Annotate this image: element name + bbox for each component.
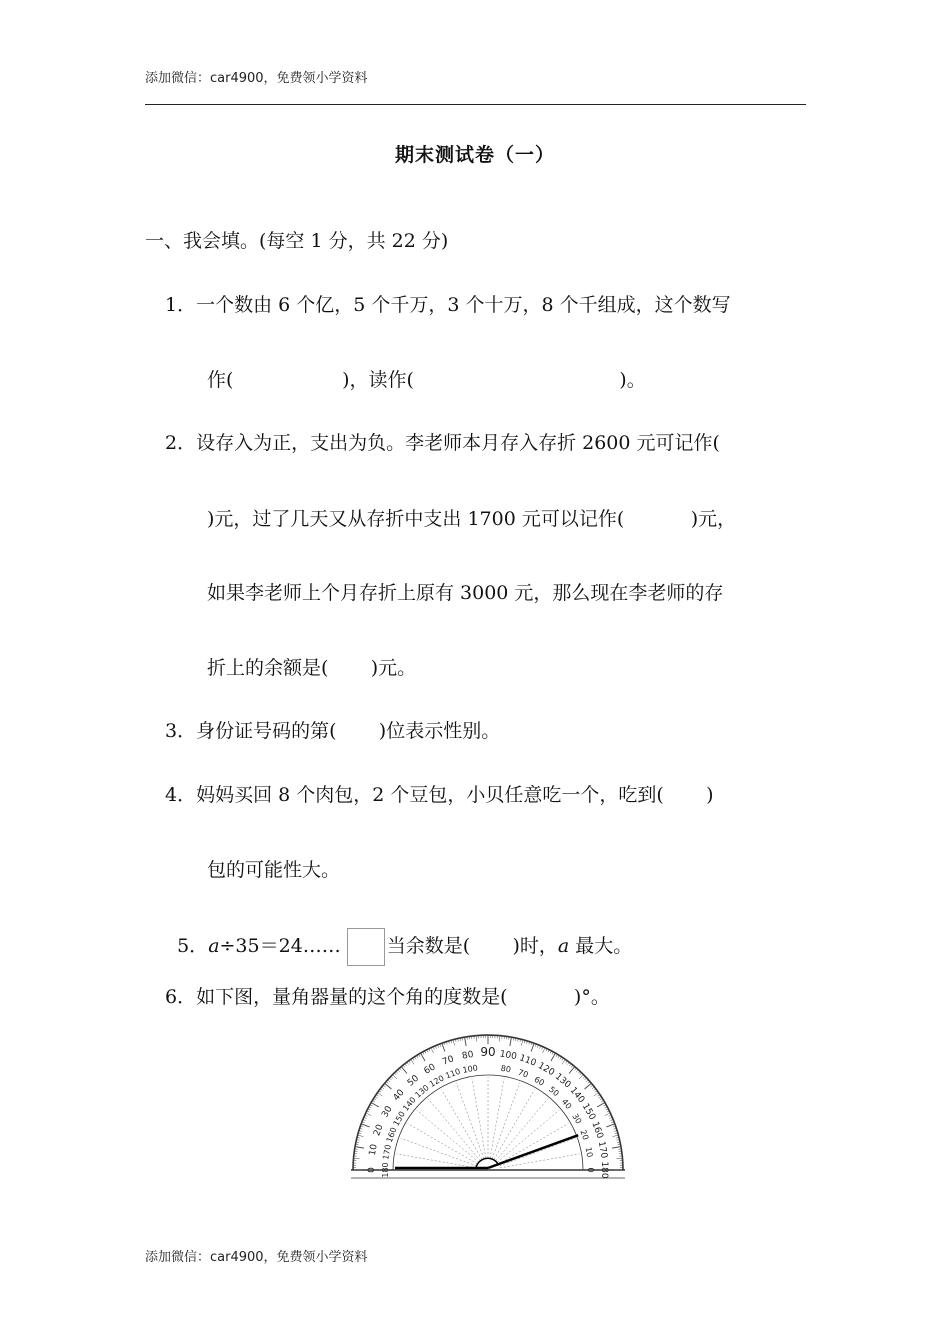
protractor-outer-label: 70 — [441, 1054, 456, 1068]
protractor-tick — [578, 1071, 580, 1073]
protractor-guide-line — [401, 1138, 477, 1166]
header-note: 添加微信：car4900，免费领小学资料 — [145, 71, 368, 86]
protractor-tick — [421, 1053, 426, 1061]
protractor-tick — [580, 1073, 582, 1075]
protractor-tick — [385, 1083, 392, 1089]
q5-variable: a — [208, 935, 220, 957]
protractor-tick — [453, 1040, 455, 1046]
protractor-tick — [407, 1062, 409, 1064]
protractor-tick — [388, 1080, 390, 1082]
protractor-tick — [510, 1037, 512, 1046]
protractor-tick — [358, 1135, 364, 1137]
protractor-tick — [380, 1089, 382, 1091]
protractor-tick — [396, 1071, 398, 1073]
protractor-guide-line — [492, 1083, 520, 1159]
protractor-guide-line — [494, 1089, 535, 1159]
header-rule — [145, 104, 806, 105]
q4-line1: 4．妈妈买回 8 个肉包，2 个豆包，小贝任意吃一个，吃到( ) — [165, 784, 714, 806]
protractor-guide-line — [396, 1154, 476, 1168]
protractor-inner-label: 180 — [381, 1162, 390, 1178]
q5-tail: 最大。 — [569, 935, 633, 957]
q5-condition: 当余数是( )时， — [386, 935, 558, 957]
protractor-tick — [613, 1135, 619, 1137]
protractor-inner-label: 0 — [586, 1167, 595, 1173]
angle-arm-ray — [488, 1135, 578, 1168]
protractor-outer-label: 130 — [552, 1071, 573, 1091]
q5-number: 5． — [177, 935, 209, 957]
protractor-tick — [411, 1059, 414, 1064]
protractor-inner-label: 150 — [391, 1109, 407, 1128]
protractor-tick — [585, 1078, 587, 1080]
protractor-outer-label: 180 — [599, 1161, 609, 1179]
protractor-tick — [594, 1093, 599, 1096]
q1-line1: 1．一个数由 6 个亿，5 个千万，3 个十万，8 个千组成，这个数写 — [165, 294, 731, 316]
protractor-outer-label: 150 — [579, 1102, 598, 1122]
protractor-tick — [543, 1048, 546, 1053]
protractor-tick — [354, 1158, 360, 1159]
protractor-guide-line — [407, 1124, 477, 1165]
protractor-tick — [569, 1067, 575, 1074]
protractor-tick — [576, 1070, 578, 1072]
protractor-tick — [531, 1043, 534, 1051]
q5-expression: ÷35＝24…… — [219, 935, 341, 957]
protractor-inner-label: 170 — [381, 1143, 393, 1161]
protractor-tick — [585, 1083, 592, 1089]
q6-line1: 6．如下图，量角器量的这个角的度数是( )°。 — [165, 986, 610, 1008]
protractor-outer-label: 160 — [589, 1120, 605, 1141]
protractor-tick — [442, 1043, 445, 1051]
protractor-inner-label: 80 — [500, 1063, 512, 1075]
protractor-tick — [595, 1091, 597, 1093]
protractor-tick — [605, 1113, 610, 1116]
protractor-figure — [348, 1028, 628, 1184]
q2-line3: 如果李老师上个月存折上原有 3000 元，那么现在李老师的存 — [207, 582, 724, 604]
protractor-tick — [562, 1059, 565, 1064]
protractor-tick — [586, 1080, 588, 1082]
protractor-tick — [521, 1040, 523, 1046]
q2-line1: 2．设存入为正，支出为负。李老师本月存入存折 2600 元可记作( — [165, 432, 720, 454]
protractor-tick — [593, 1089, 595, 1091]
q5-variable-2: a — [557, 935, 570, 957]
protractor-tick — [377, 1093, 382, 1096]
q1-line2: 作( )，读作( )。 — [207, 369, 646, 391]
protractor-outer-label: 110 — [517, 1053, 538, 1069]
protractor-tick — [591, 1085, 593, 1087]
protractor-inner-label: 20 — [578, 1128, 591, 1142]
protractor-tick — [551, 1053, 556, 1061]
protractor-outer-label: 170 — [595, 1140, 609, 1160]
protractor-tick — [361, 1124, 369, 1127]
protractor-tick — [569, 1064, 571, 1066]
protractor-tick — [465, 1037, 467, 1046]
protractor-guide-line — [472, 1078, 486, 1158]
protractor-guide-line — [499, 1138, 575, 1166]
q4-line2: 包的可能性大。 — [207, 859, 341, 881]
q2-line4: 折上的余额是( )元。 — [207, 657, 417, 679]
protractor-outer-label: 30 — [380, 1104, 395, 1120]
protractor-inner-label: 130 — [413, 1083, 431, 1100]
protractor-outer-label: 80 — [461, 1049, 475, 1062]
protractor-tick — [379, 1091, 381, 1093]
protractor-inner-label: 120 — [427, 1073, 446, 1089]
protractor-outer-label: 60 — [422, 1062, 438, 1077]
protractor-outer-label: 120 — [536, 1060, 556, 1079]
protractor-outer-label: 100 — [498, 1049, 518, 1063]
protractor-outer-label: 20 — [372, 1123, 386, 1138]
q5-line — [165, 906, 632, 966]
protractor-tick — [383, 1085, 385, 1087]
protractor-outer-label: 50 — [405, 1073, 422, 1089]
protractor-outer-label: 140 — [567, 1085, 587, 1106]
protractor-tick — [389, 1078, 391, 1080]
protractor-tick — [431, 1048, 434, 1053]
protractor-tick — [409, 1061, 411, 1063]
protractor-inner-label: 140 — [401, 1095, 418, 1113]
protractor-tick — [398, 1070, 400, 1072]
protractor-inner-label: 70 — [516, 1067, 530, 1080]
protractor-guide-line — [417, 1110, 479, 1162]
protractor-tick — [617, 1158, 623, 1159]
protractor-tick — [399, 1068, 401, 1070]
protractor-tick — [403, 1065, 405, 1067]
q3-line1: 3．身份证号码的第( )位表示性别。 — [165, 720, 501, 742]
protractor-outer-label: 90 — [480, 1045, 496, 1059]
protractor-tick — [567, 1062, 569, 1064]
protractor-tick — [394, 1073, 396, 1075]
protractor-inner-label: 100 — [461, 1063, 479, 1075]
protractor-tick — [583, 1076, 585, 1078]
protractor-tick — [575, 1068, 577, 1070]
protractor-outer-label: 10 — [367, 1143, 380, 1157]
protractor-tick — [571, 1065, 573, 1067]
protractor-guide-line — [500, 1154, 580, 1168]
protractor-tick — [588, 1081, 590, 1083]
protractor-guide-line — [490, 1078, 504, 1158]
protractor-tick — [566, 1061, 568, 1063]
protractor-inner-label: 60 — [532, 1074, 546, 1088]
protractor-tick — [405, 1064, 407, 1066]
page-title: 期末测试卷（一） — [394, 144, 555, 166]
protractor-inner-label: 110 — [444, 1066, 462, 1081]
protractor-tick — [386, 1081, 388, 1083]
protractor-tick — [606, 1124, 614, 1127]
protractor-tick — [401, 1067, 407, 1074]
protractor-tick — [612, 1147, 621, 1149]
protractor-inner-label: 30 — [570, 1112, 584, 1126]
section-heading: 一、我会填。(每空 1 分，共 22 分) — [145, 230, 449, 252]
protractor-tick — [371, 1103, 379, 1108]
protractor-outer-label: 40 — [391, 1087, 407, 1104]
remainder-box[interactable] — [347, 928, 385, 966]
footer-note: 添加微信：car4900，免费领小学资料 — [145, 1250, 368, 1265]
protractor-inner-label: 160 — [384, 1126, 399, 1144]
q2-line2: )元，过了几天又从存折中支出 1700 元可以记作( )元， — [207, 508, 737, 530]
protractor-inner-label: 10 — [583, 1146, 595, 1158]
protractor-tick — [499, 1036, 500, 1042]
protractor-tick — [382, 1087, 384, 1089]
protractor-tick — [597, 1103, 605, 1108]
protractor-tick — [366, 1113, 371, 1116]
protractor-guide-line — [496, 1099, 548, 1161]
protractor-inner-label: 50 — [547, 1084, 561, 1099]
protractor-tick — [476, 1036, 477, 1042]
protractor-inner-label: 40 — [559, 1097, 574, 1111]
protractor-tick — [355, 1147, 364, 1149]
protractor-guide-line — [456, 1083, 484, 1159]
protractor-outer-label: 0 — [367, 1167, 377, 1173]
protractor-guide-line — [442, 1089, 483, 1159]
protractor-guide-line — [428, 1099, 480, 1161]
protractor-tick — [592, 1087, 594, 1089]
protractor-tick — [391, 1076, 393, 1078]
